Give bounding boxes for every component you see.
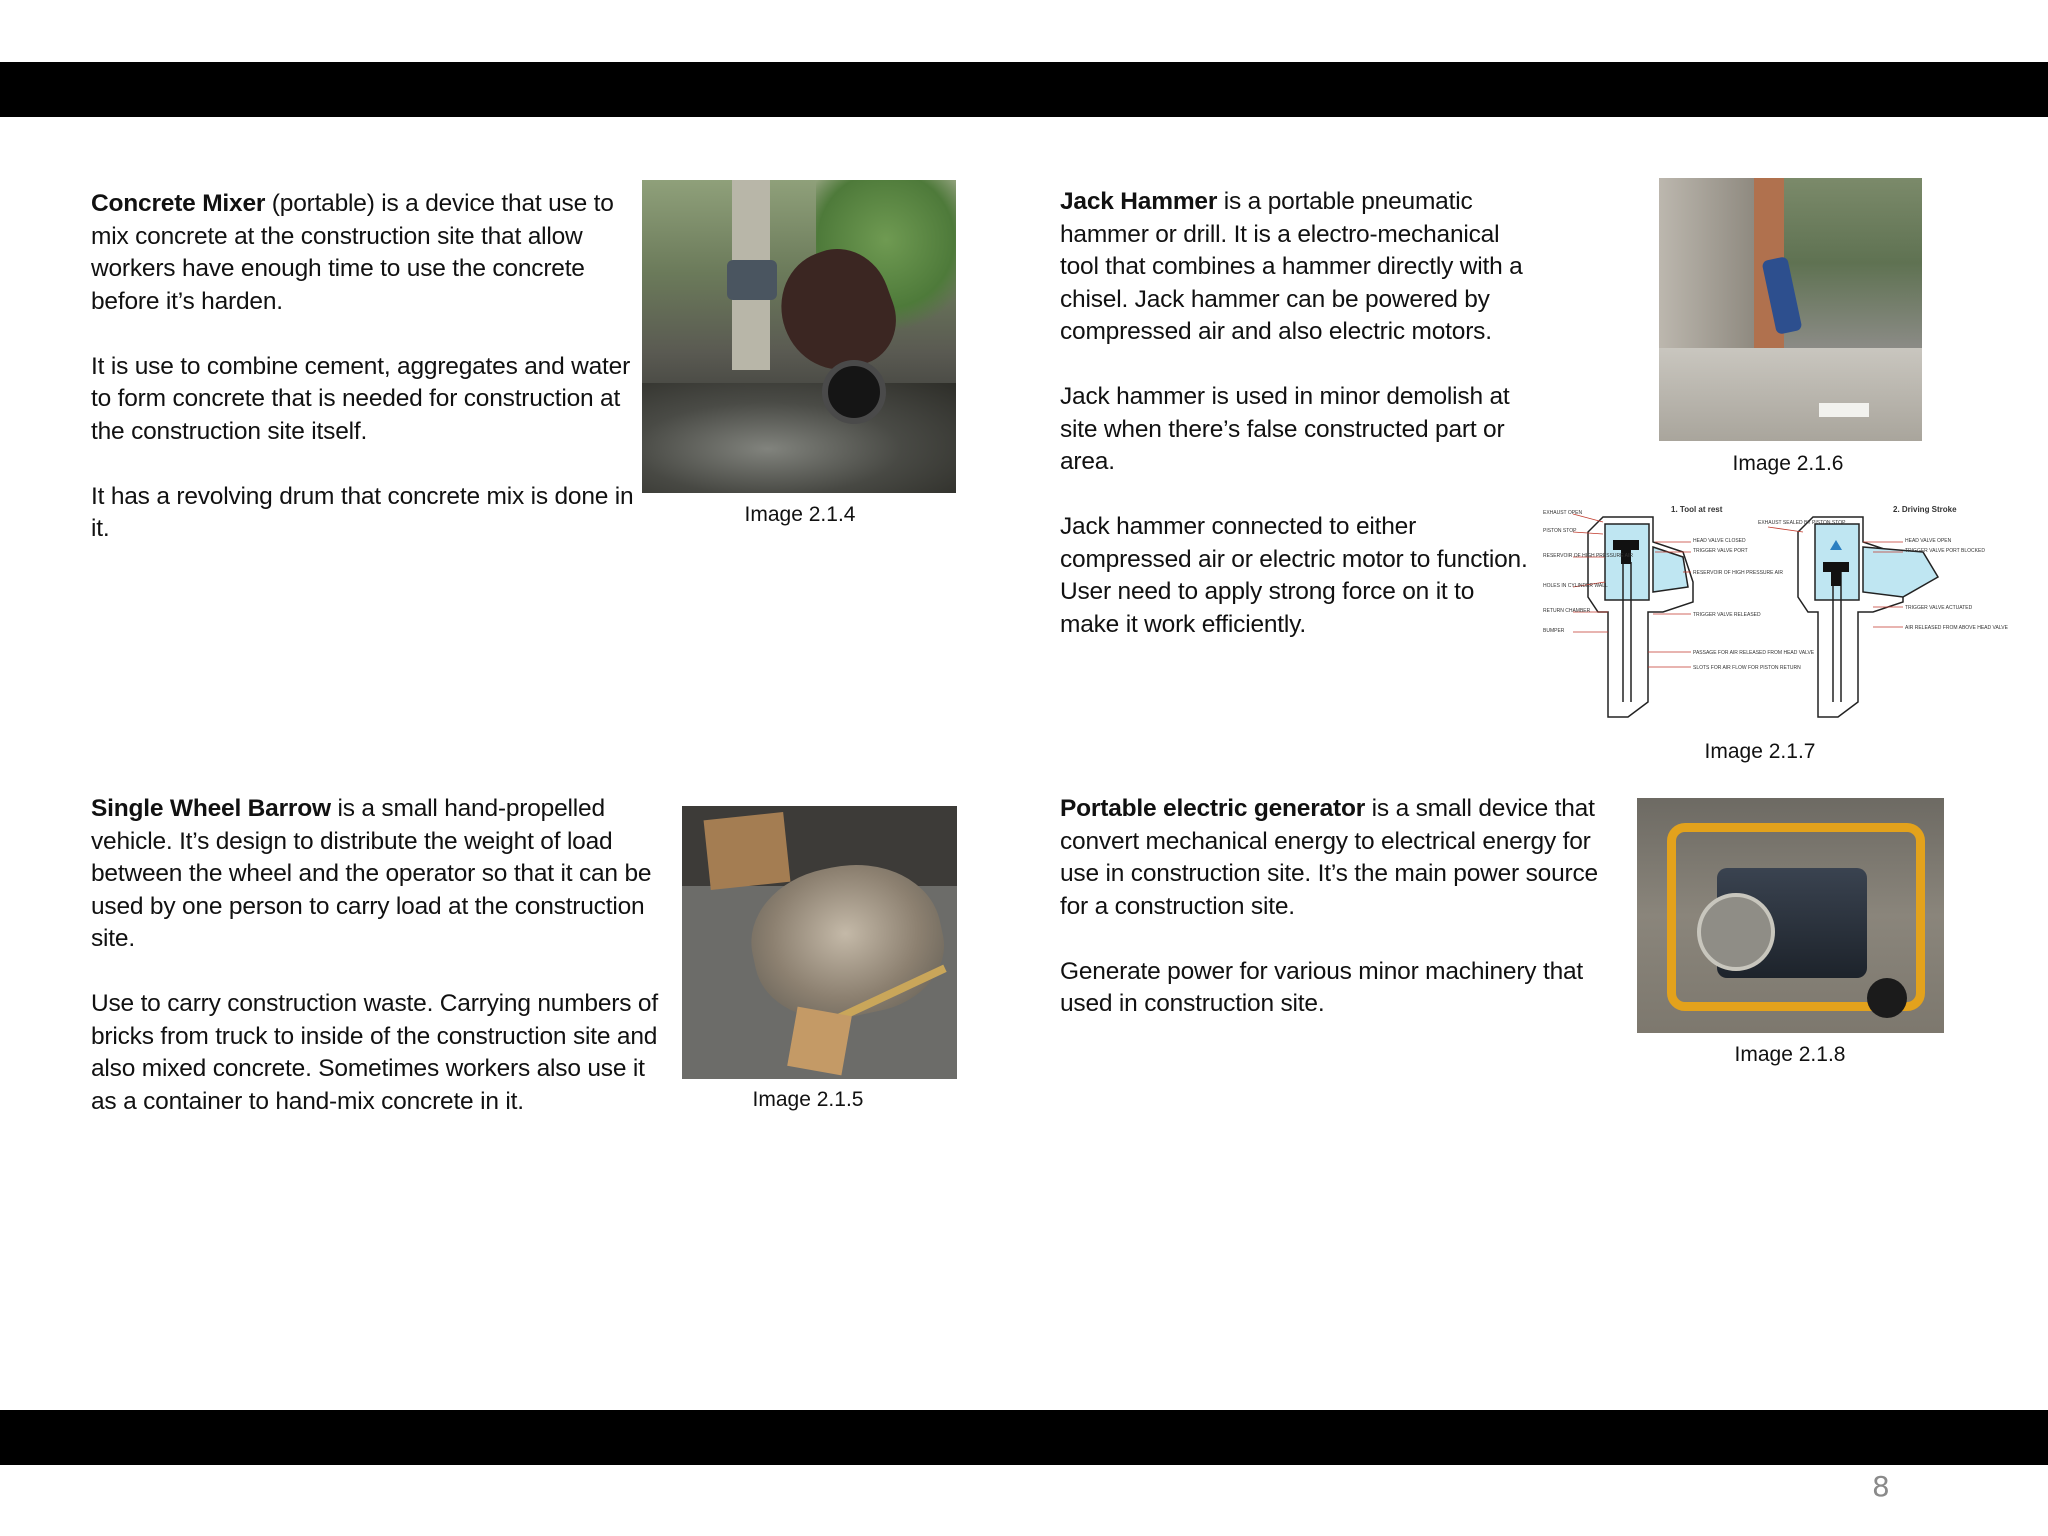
diagram-label: RETURN CHAMBER [1543,608,1591,614]
diagram-label: TRIGGER VALVE PORT BLOCKED [1905,548,1985,554]
diagram-label: BUMPER [1543,628,1565,634]
footer-bar [0,1410,2048,1465]
wheel-barrow-p1-body: is a small hand-propelled vehicle. It’s design to distribute the weight of load between the wheel and the operator so that it can be used by one person to carry load at the construction site. [91,795,652,952]
concrete-mixer-paragraph-1 [91,188,651,318]
wheel-barrow-text [91,793,661,1118]
generator-p1-body: is a small device that convert mechanical energy to electrical energy for use in construction site. It’s the main power source for a construction site. [1060,795,1598,920]
diagram-label: HEAD VALVE CLOSED [1693,538,1746,544]
jack-hammer-paragraph-3: Jack hammer connected to either compressed air or electric motor to function. User need to apply strong force on it to make it work efficiently. [1060,513,1528,638]
jack-hammer-diagram-caption: Image 2.1.7 [1704,740,1816,763]
diagram-label: PASSAGE FOR AIR RELEASED FROM HEAD VALVE [1693,650,1815,656]
wheel-barrow-caption: Image 2.1.5 [752,1088,864,1111]
diagram-label: PISTON STOP [1543,528,1577,534]
diagram-label: HOLES IN CYLINDER WALL [1543,583,1608,589]
jack-hammer-text [1060,186,1530,641]
generator-paragraph-2: Generate power for various minor machinery that used in construction site. [1060,957,1584,1017]
jack-hammer-photo-caption: Image 2.1.6 [1732,452,1844,475]
diagram-title-left: 1. Tool at rest [1671,505,1723,514]
wheel-barrow-paragraph-1 [91,793,661,956]
diagram-label: EXHAUST SEALED BY PISTON STOP [1758,520,1846,526]
diagram-label: RESERVOIR OF HIGH PRESSURE AIR [1543,553,1633,559]
wheel-barrow-title: Single Wheel Barrow [91,795,331,822]
concrete-mixer-p1-body: (portable) is a device that use to mix concrete at the construction site that allow workers have enough time to use the concrete before it’s harden. [91,190,614,315]
diagram-label: SLOTS FOR AIR FLOW FOR PISTON RETURN [1693,665,1801,671]
diagram-label: HEAD VALVE OPEN [1905,538,1952,544]
concrete-mixer-caption: Image 2.1.4 [744,503,856,526]
jack-hammer-p1-body: is a portable pneumatic hammer or drill. It is a electro-mechanical tool that combines a hammer directly with a chisel. Jack hammer can be powered by compressed air and also electric motors. [1060,188,1523,345]
generator-text [1060,793,1630,1021]
wheel-barrow-photo [682,806,957,1079]
concrete-mixer-photo [642,180,956,493]
diagram-label: RESERVOIR OF HIGH PRESSURE AIR [1693,570,1783,576]
diagram-title-right: 2. Driving Stroke [1893,505,1957,514]
diagram-label: TRIGGER VALVE ACTUATED [1905,605,1973,611]
jack-hammer-paragraph-2: Jack hammer is used in minor demolish at site when there’s false constructed part or area. [1060,383,1510,475]
wheel-barrow-paragraph-2: Use to carry construction waste. Carrying numbers of bricks from truck to inside of the construction site and also mixed concrete. Sometimes workers also use it as a container to hand-mix concrete in it. [91,990,658,1115]
generator-title: Portable electric generator [1060,795,1366,822]
diagram-label: TRIGGER VALVE PORT [1693,548,1748,554]
page-number: 8 [1872,1470,1890,1503]
generator-caption: Image 2.1.8 [1734,1043,1846,1066]
diagram-label: EXHAUST OPEN [1543,510,1583,516]
header-bar [0,62,2048,117]
diagram-label: AIR RELEASED FROM ABOVE HEAD VALVE [1905,625,2008,631]
generator-photo [1637,798,1944,1033]
jack-hammer-diagram [1543,502,2008,728]
jack-hammer-photo [1659,178,1922,441]
concrete-mixer-text [91,188,651,546]
generator-paragraph-1 [1060,793,1630,923]
concrete-mixer-title: Concrete Mixer [91,190,266,217]
concrete-mixer-paragraph-3: It has a revolving drum that concrete mix is done in it. [91,482,634,542]
jack-hammer-title: Jack Hammer [1060,188,1218,215]
concrete-mixer-paragraph-2: It is use to combine cement, aggregates and water to form concrete that is needed for construction at the construction site itself. [91,352,631,445]
jack-hammer-paragraph-1 [1060,186,1530,349]
diagram-label: TRIGGER VALVE RELEASED [1693,612,1761,618]
